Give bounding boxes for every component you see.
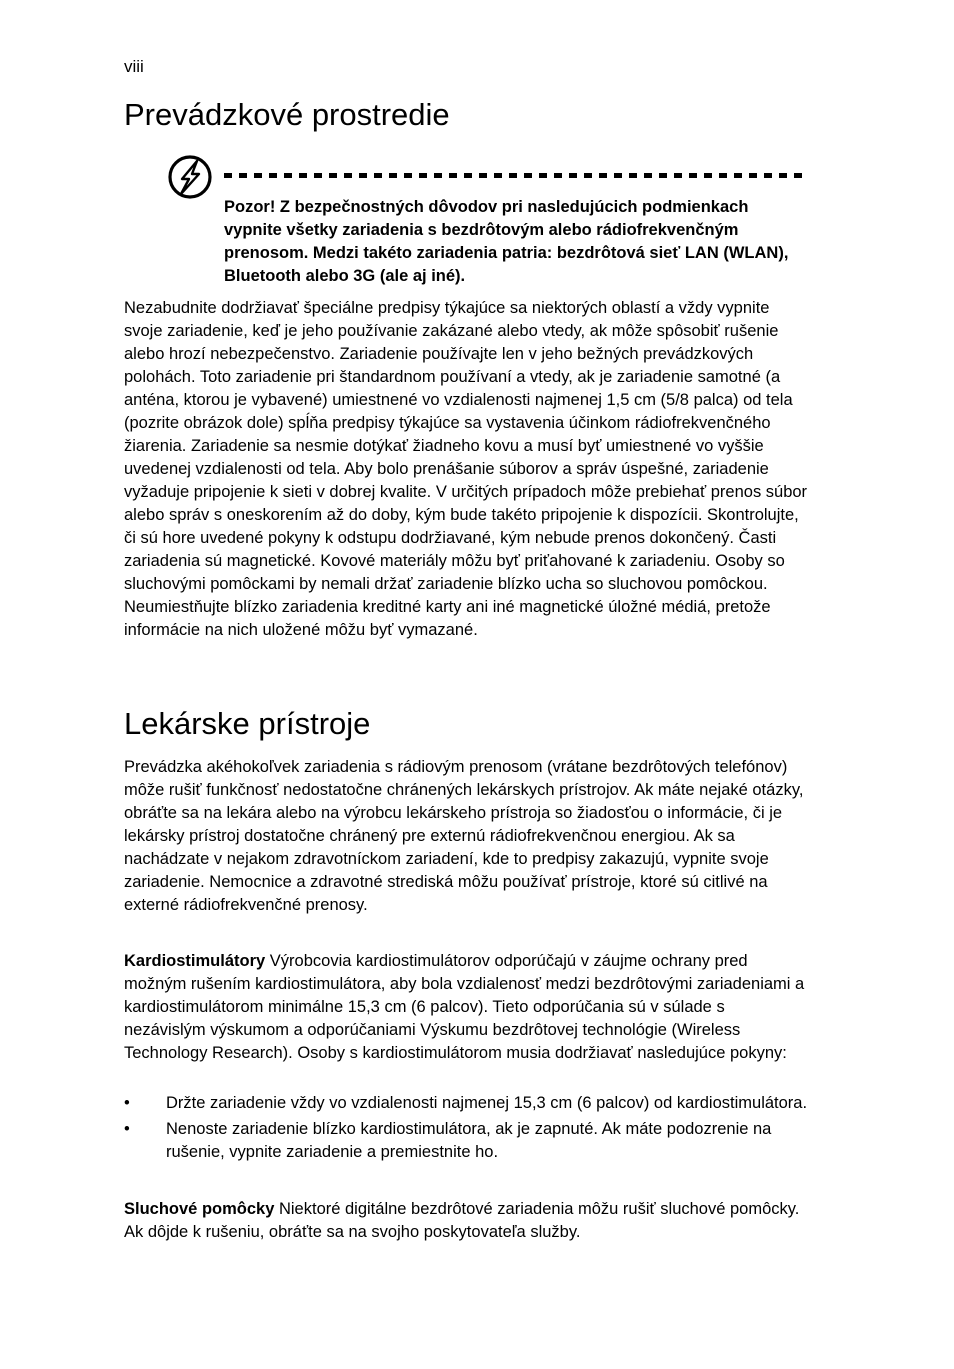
- bullet-icon: •: [124, 1120, 130, 1138]
- section-title-medical: Lekárske prístroje: [124, 706, 371, 741]
- list-item: [124, 1092, 808, 1115]
- environment-paragraph: Nezabudnite dodržiavať špeciálne predpisy týkajúce sa niektorých oblastí a vždy vypnite svoje zariadenie, keď je jeho používanie zakázané alebo vtedy, ak môže spôsobiť rušenie alebo hrozí nebezpečenstvo. Zariadenie používajte len v jeho bežných prevádzkových polohách. Toto zariadenie pri štandardnom používaní a vtedy, ak je zariadenie samotné (a anténa, ktorou je vybavené) umiestnené vo vzdialenosti najmenej 1,5 cm (5/8 palca) od tela (pozrite obrázok dole) spĺňa predpisy týkajúce sa vystavenia účinkom rádiofrekvenčného žiarenia. Zariadenie sa nesmie dotýkať žiadneho kovu a musí byť umiestnené vo vyššie uvedenej vzdialenosti od tela. Aby bolo prenášanie súborov a správ úspešné, zariadenie vyžaduje pripojenie k sieti v dobrej kvalite. V určitých prípadoch môže prebiehať prenos súbor alebo správ s oneskorením až do doby, kým bude takéto pripojenie k dispozícii. Skontrolujte, či sú hore uvedené pokyny k odstupu dodržiavané, kým nebude prenos dokončený. Časti zariadenia sú magnetické. Kovové materiály môžu byť priťahované k zariadeniu. Osoby so sluchovými pomôckami by nemali držať zariadenie blízko ucha so sluchovou pomôckou. Neumiestňujte blízko zariadenia kreditné karty ani iné magnetické úložné médiá, pretože informácie na nich uložené môžu byť vymazané.: [124, 299, 808, 639]
- section-title-environment: Prevádzkové prostredie: [124, 97, 450, 132]
- pacemakers-paragraph: [124, 950, 808, 1065]
- hearing-aids-text: Niektoré digitálne bezdrôtové zariadenia môžu rušiť sluchové pomôcky. Ak dôjde k rušeniu, obráťte sa na svojho poskytovateľa služby.: [124, 1200, 800, 1241]
- hearing-aids-label: Sluchové pomôcky: [124, 1200, 275, 1218]
- medical-intro-paragraph: Prevádzka akéhokoľvek zariadenia s rádiovým prenosom (vrátane bezdrôtových telefónov) môže rušiť funkčnosť nedostatočne chránených lekárskych prístrojov. Ak máte nejaké otázky, obráťte sa na lekára alebo na výrobcu lekárskeho prístroja so žiadosťou o informácie, či je lekársky prístroj dostatočne chránený pre externú rádiofrekvenčnou energiou. Ak sa nachádzate v nejakom zdravotníckom zariadení, kde to predpisy zakazujú, vypnite svoje zariadenie. Nemocnice a zdravotné strediská môžu používať prístroje, ktoré sú citlivé na externé rádiofrekvenčné prenosy.: [124, 758, 804, 914]
- list-item-text: Držte zariadenie vždy vo vzdialenosti najmenej 15,3 cm (6 palcov) od kardiostimulátora.: [166, 1094, 808, 1112]
- pacemakers-text: Výrobcovia kardiostimulátorov odporúčajú v záujme ochrany pred možným rušením kardiostimulátora, aby bola vzdialenosť medzi bezdrôtovými zariadeniami a kardiostimulátorom minimálne 15,3 cm (6 palcov). Tieto odporúčania sú v súlade s nezávislým výskumom a odporúčaniami Výskumu bezdrôtovej technológie (Wireless Technology Research). Osoby s kardiostimulátorom musia dodržiavať nasledujúce pokyny:: [124, 952, 805, 1062]
- lightning-warning-icon: [166, 153, 214, 201]
- hearing-aids-paragraph: [124, 1198, 808, 1244]
- warning-text: Pozor! Z bezpečnostných dôvodov pri nasledujúcich podmienkach vypnite všetky zariadenia s bezdrôtovým alebo rádiofrekvenčným prenosom. Medzi takéto zariadenia patria: bezdrôtová sieť LAN (WLAN), Bluetooth alebo 3G (ale aj iné).: [224, 198, 789, 285]
- list-item-text: Nenoste zariadenie blízko kardiostimulátora, ak je zapnuté. Ak máte podozrenie na rušenie, vypnite zariadenie a premiestnite ho.: [166, 1120, 772, 1161]
- pacemakers-label: Kardiostimulátory: [124, 952, 266, 970]
- pacemaker-guidelines-list: [124, 1092, 808, 1167]
- list-item: [124, 1118, 808, 1164]
- page-number: viii: [124, 57, 144, 76]
- warning-divider: [224, 173, 808, 178]
- bullet-icon: •: [124, 1094, 130, 1112]
